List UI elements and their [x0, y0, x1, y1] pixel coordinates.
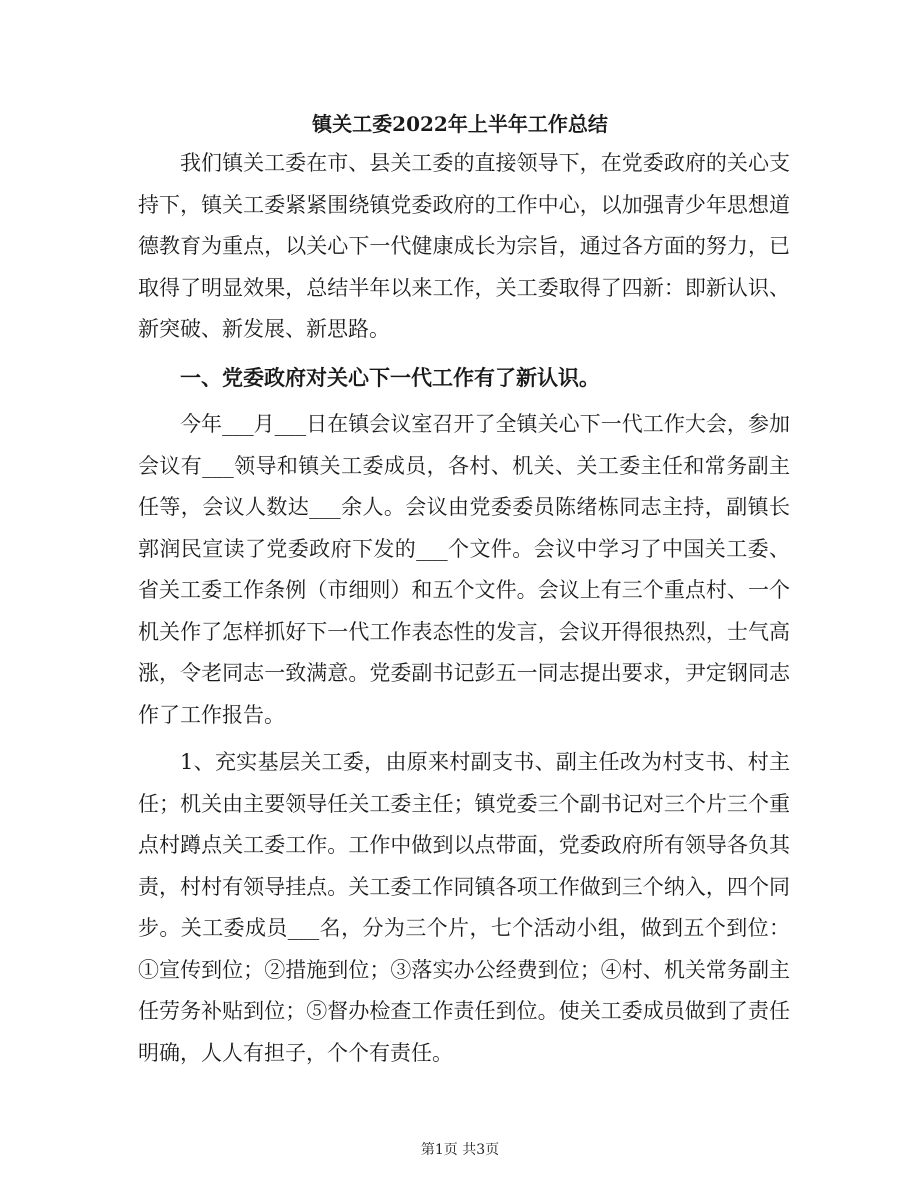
document-title: 镇关工委2022年上半年工作总结	[312, 112, 608, 136]
section-heading-1: 一、党委政府对关心下一代工作有了新认识。	[180, 364, 600, 390]
item-1-paragraph: 1、充实基层关工委，由原来村副支书、副主任改为村支书、村主任；机关由主要领导任关工委主任；镇党委三个副书记对三个片三个重点村蹲点关工委工作。工作中做到以点带面，党委政府所有领导各负其责，村村有领导挂点。关工委工作同镇各项工作做到三个纳入，四个同步。关工委成员___名，分为三个片，七个活动小组，做到五个到位：①宣传到位；②措施到位；③落实办公经费到位；④村、机关常务副主任劳务补贴到位；⑤督办检查工作责任到位。使关工委成员做到了责任明确，人人有担子，个个有责任。	[138, 750, 790, 1065]
page-number-footer: 第1页 共3页	[420, 1142, 500, 1158]
intro-paragraph: 我们镇关工委在市、县关工委的直接领导下，在党委政府的关心支持下，镇关工委紧紧围绕镇党委政府的工作中心，以加强青少年思想道德教育为重点，以关心下一代健康成长为宗旨，通过各方面的努力，已取得了明显效果，总结半年以来工作，关工委取得了四新：即新认识、新突破、新发展、新思路。	[138, 151, 790, 341]
meeting-paragraph: 今年___月___日在镇会议室召开了全镇关心下一代工作大会，参加会议有___领导和镇关工委成员，各村、机关、关工委主任和常务副主任等，会议人数达___余人。会议由党委委员陈绪栋同志主持，副镇长郭润民宣读了党委政府下发的___个文件。会议中学习了中国关工委、省关工委工作条例（市细则）和五个文件。会议上有三个重点村、一个机关作了怎样抓好下一代工作表态性的发言，会议开得很热烈，士气高涨，令老同志一致满意。党委副书记彭五一同志提出要求，尹定钢同志作了工作报告。	[138, 412, 790, 727]
document-body	[138, 143, 790, 1074]
